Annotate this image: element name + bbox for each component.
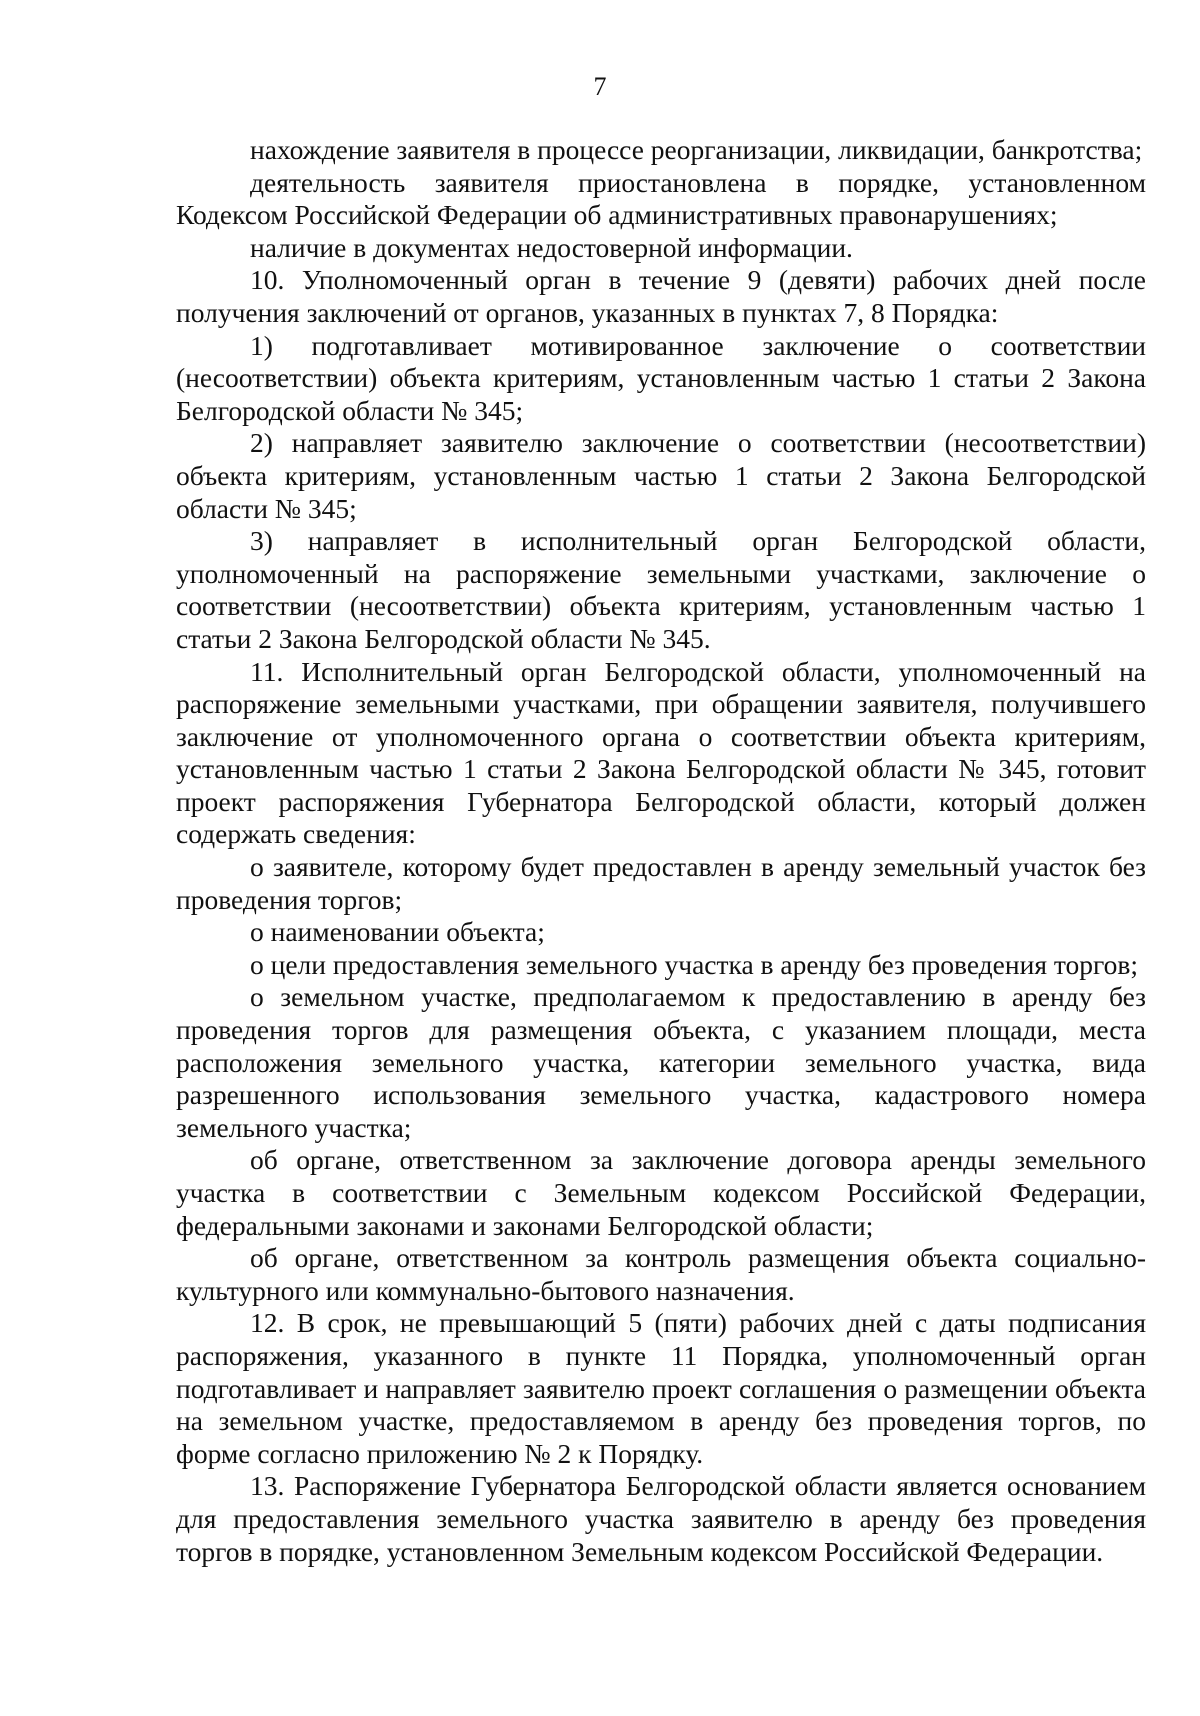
paragraph-control-authority: об органе, ответственном за контроль размещения объекта социально-культурного или коммунально-бытового назначения. bbox=[176, 1242, 1146, 1306]
paragraph-applicant-info: о заявителе, которому будет предоставлен в аренду земельный участок без проведения торгов; bbox=[176, 851, 1146, 915]
paragraph-item-12: 12. В срок, не превышающий 5 (пяти) рабочих дней с даты подписания распоряжения, указанного в пункте 11 Порядка, уполномоченный орган подготавливает и направляет заявителю проект соглашения о размещении объекта на земельном участке, предоставляемом в аренду без проведения торгов, по форме согласно приложению № 2 к Порядку. bbox=[176, 1307, 1146, 1469]
paragraph-object-name: о наименовании объекта; bbox=[250, 916, 545, 948]
paragraph-item-13: 13. Распоряжение Губернатора Белгородской области является основанием для предоставления земельного участка заявителю в аренду без проведения торгов в порядке, установленном Земельным кодексом Российской Федерации. bbox=[176, 1470, 1146, 1567]
document-body bbox=[176, 134, 1146, 1568]
paragraph-purpose: о цели предоставления земельного участка в аренду без проведения торгов; bbox=[250, 948, 1138, 980]
paragraph-item-10: 10. Уполномоченный орган в течение 9 (девяти) рабочих дней после получения заключений от органов, указанных в пунктах 7, 8 Порядка: bbox=[176, 264, 1146, 328]
paragraph-false-info: наличие в документах недостоверной информации. bbox=[250, 231, 853, 263]
paragraph-land-plot: о земельном участке, предполагаемом к предоставлению в аренду без проведения торгов для размещения объекта, с указанием площади, места расположения земельного участка, категории земельного участка, вида разрешенного использования земельного участка, кадастрового номера земельного участка; bbox=[176, 981, 1146, 1143]
paragraph-item-10-1: 1) подготавливает мотивированное заключение о соответствии (несоответствии) объекта критериям, установленным частью 1 статьи 2 Закона Белгородской области № 345; bbox=[176, 329, 1146, 426]
paragraph-item-11: 11. Исполнительный орган Белгородской области, уполномоченный на распоряжение земельными участками, при обращении заявителя, получившего заключение от уполномоченного органа о соответствии объекта критериям, установленным частью 1 статьи 2 Закона Белгородской области № 345, готовит проект распоряжения Губернатора Белгородской области, который должен содержать сведения: bbox=[176, 655, 1146, 850]
paragraph-lease-authority: об органе, ответственном за заключение договора аренды земельного участка в соответствии с Земельным кодексом Российской Федерации, федеральными законами и законами Белгородской области; bbox=[176, 1144, 1146, 1241]
paragraph-item-10-3: 3) направляет в исполнительный орган Белгородской области, уполномоченный на распоряжение земельными участками, заключение о соответствии (несоответствии) объекта критериям, установленным частью 1 статьи 2 Закона Белгородской области № 345. bbox=[176, 525, 1146, 654]
page-number: 7 bbox=[593, 72, 607, 101]
paragraph-item-10-2: 2) направляет заявителю заключение о соответствии (несоответствии) объекта критериям, установленным частью 1 статьи 2 Закона Белгородской области № 345; bbox=[176, 427, 1146, 524]
paragraph-suspension: деятельность заявителя приостановлена в порядке, установленном Кодексом Российской Федерации об административных правонарушениях; bbox=[176, 166, 1146, 231]
paragraph-bankruptcy: нахождение заявителя в процессе реорганизации, ликвидации, банкротства; bbox=[250, 134, 1143, 165]
